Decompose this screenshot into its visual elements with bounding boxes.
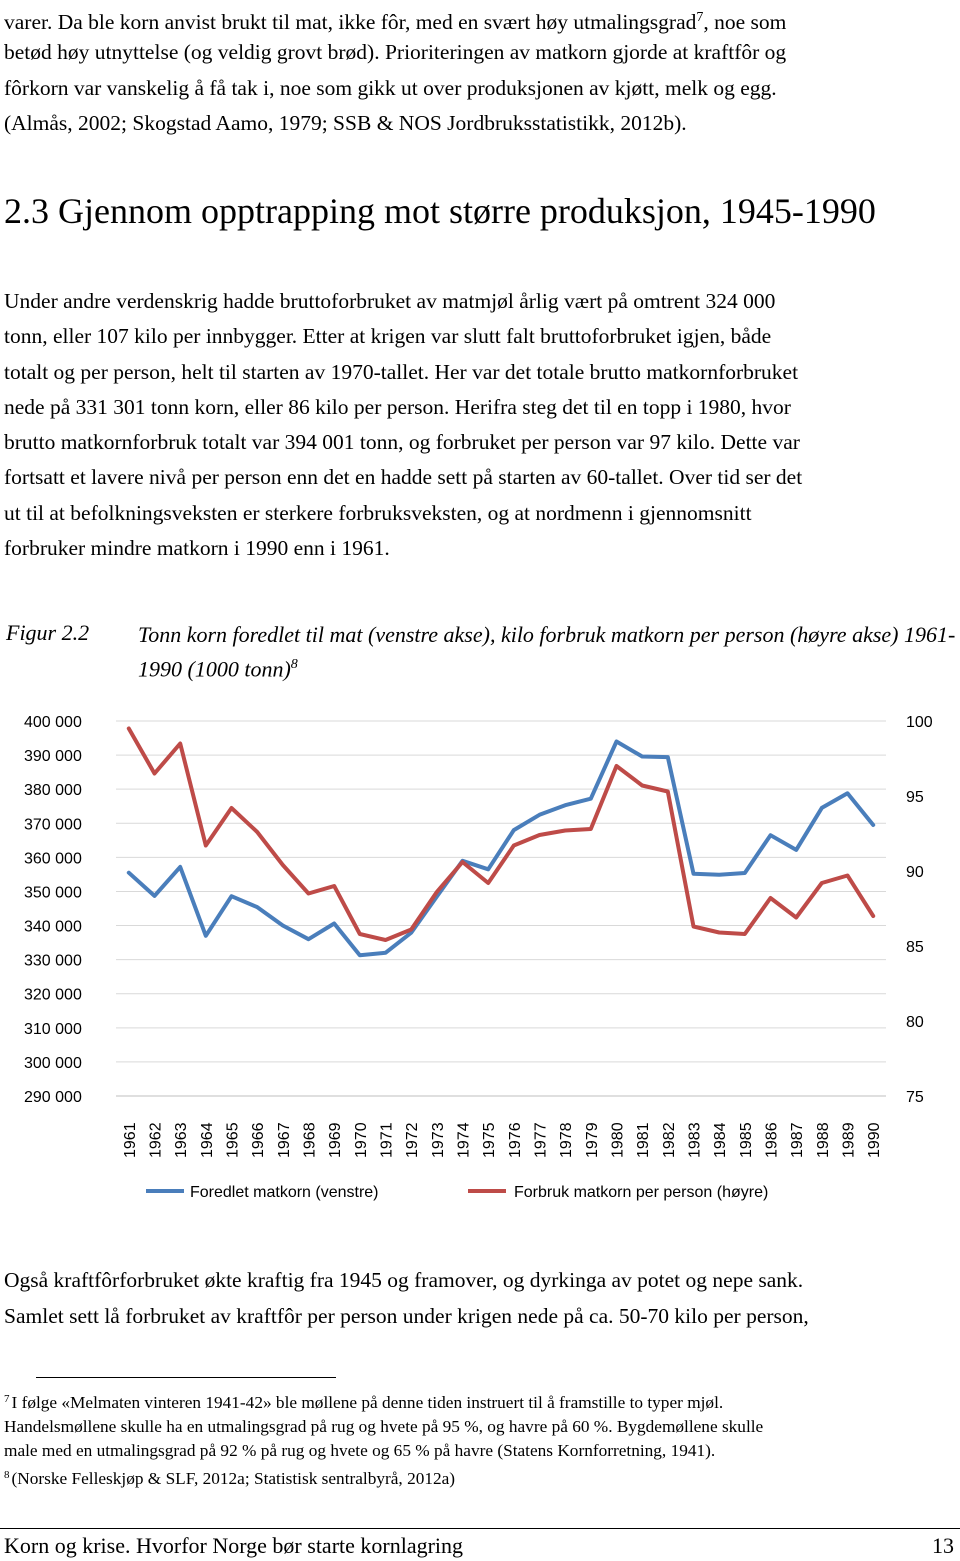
x-axis-tick-label: 1989 [840, 1122, 858, 1158]
left-axis-tick-labels [24, 714, 82, 1106]
x-axis-tick-label: 1963 [173, 1122, 191, 1158]
left-axis-tick-label: 390 000 [24, 748, 82, 766]
left-axis-tick-label: 300 000 [24, 1054, 82, 1072]
right-axis-tick-label: 80 [906, 1014, 924, 1031]
x-axis-tick-label: 1962 [147, 1122, 165, 1158]
figure-label: Figur 2.2 [6, 620, 90, 645]
x-axis-tick-label: 1985 [737, 1122, 755, 1158]
footnote-ref-8[interactable]: 8 [290, 657, 298, 672]
x-axis-tick-label: 1969 [327, 1122, 345, 1158]
x-axis-tick-label: 1977 [532, 1122, 550, 1158]
x-axis-tick-label: 1975 [481, 1122, 499, 1158]
right-axis-tick-label: 95 [906, 789, 924, 806]
x-axis-tick-label: 1981 [635, 1122, 653, 1158]
footnote-7-line-2: Handelsmøllene skulle ha en utmalingsgrad på rug og hvete på 95 %, og havre på 60 %. Bygdemøllene skulle [4, 1417, 764, 1436]
body-line: ut til at befolkningsveksten er sterkere forbruksveksten, og at nordmenn i gjennomsnitt [4, 500, 752, 525]
x-axis-tick-label: 1988 [814, 1122, 832, 1158]
right-axis-tick-labels [906, 714, 933, 1106]
top-paragraph [4, 0, 954, 141]
x-axis-tick-labels [122, 1122, 883, 1158]
footnote-7-line-3: male med en utmalingsgrad på 92 % på rug og hvete og 65 % på havre (Statens Kornforretning, 1941). [4, 1441, 716, 1460]
footnotes [4, 1387, 954, 1491]
x-axis-tick-label: 1979 [583, 1122, 601, 1158]
series-line-total [129, 742, 873, 956]
x-axis-tick-label: 1971 [378, 1122, 396, 1158]
x-axis-tick-label: 1976 [506, 1122, 524, 1158]
x-axis-tick-label: 1970 [352, 1122, 370, 1158]
left-axis-tick-label: 320 000 [24, 986, 82, 1004]
figure-caption [138, 620, 958, 684]
right-axis-tick-label: 100 [906, 714, 933, 731]
left-axis-tick-label: 330 000 [24, 952, 82, 970]
top-paragraph-line-3: fôrkorn var vanskelig å få tak i, noe som gikk ut over produksjonen av kjøtt, melk og egg. [4, 75, 777, 100]
body-line: Under andre verdenskrig hadde bruttoforbruket av matmjøl årlig vært på omtrent 324 000 [4, 289, 776, 313]
x-axis-tick-label: 1980 [609, 1122, 627, 1158]
left-axis-tick-label: 380 000 [24, 782, 82, 800]
footnote-8-text: (Norske Felleskjøp & SLF, 2012a; Statistisk sentralbyrå, 2012a) [11, 1469, 456, 1488]
top-paragraph-line-4: (Almås, 2002; Skogstad Aamo, 1979; SSB & NOS Jordbruksstatistikk, 2012b). [4, 110, 687, 135]
body-line: totalt og per person, helt til starten av 1970-tallet. Her var det totale brutto matkornforbruket [4, 359, 799, 384]
x-axis-tick-label: 1972 [404, 1122, 422, 1158]
top-line1-text: varer. Da ble korn anvist brukt til mat, ikke fôr, med en svært høy utmalingsgrad [4, 10, 697, 35]
footnote-7-line-1 [4, 1387, 954, 1415]
x-axis-tick-label: 1986 [763, 1122, 781, 1158]
x-axis-tick-label: 1982 [660, 1122, 678, 1158]
page-number: 13 [932, 1533, 954, 1558]
top-paragraph-line-1 [4, 0, 954, 35]
x-axis-tick-label: 1987 [789, 1122, 807, 1158]
x-axis-tick-label: 1974 [455, 1122, 473, 1158]
after-paragraph-line-2: Samlet sett lå forbruket av kraftfôr per person under krigen nede på ca. 50-70 kilo per person, [4, 1304, 809, 1328]
x-axis-tick-label: 1990 [866, 1122, 884, 1158]
series-line-per-person [129, 729, 873, 941]
x-axis-tick-label: 1968 [301, 1122, 319, 1158]
left-axis-tick-label: 350 000 [24, 884, 82, 902]
line-chart [0, 700, 960, 1240]
legend-label: Forbruk matkorn per person (høyre) [514, 1184, 769, 1201]
footnote-8-line-1 [4, 1463, 954, 1491]
section-heading: 2.3 Gjennom opptrapping mot større produksjon, 1945-1990 [4, 191, 876, 231]
top-paragraph-line-2: betød høy utnyttelse (og veldig grovt brød). Prioriteringen av matkorn gjorde at kraftfôr og [4, 40, 787, 65]
x-axis-tick-label: 1966 [250, 1122, 268, 1158]
left-axis-tick-label: 310 000 [24, 1020, 82, 1038]
footer-title: Korn og krise. Hvorfor Norge bør starte kornlagring [4, 1533, 464, 1558]
footnote-7-text: I følge «Melmaten vinteren 1941-42» ble møllene på denne tiden instruert til å framstille to typer mjøl. [11, 1393, 724, 1412]
x-axis-tick-label: 1978 [558, 1122, 576, 1158]
body-line: tonn, eller 107 kilo per innbygger. Etter at krigen var slutt falt bruttoforbruket igjen, både [4, 324, 772, 349]
body-line: forbruker mindre matkorn i 1990 enn i 1961. [4, 536, 390, 561]
left-axis-tick-label: 340 000 [24, 918, 82, 936]
left-axis-tick-label: 400 000 [24, 714, 82, 731]
right-axis-tick-label: 90 [906, 864, 924, 881]
x-axis-tick-label: 1983 [686, 1122, 704, 1158]
chart-legend [146, 1184, 768, 1201]
legend-label: Foredlet matkorn (venstre) [190, 1184, 379, 1201]
footnote-ref-7[interactable]: 7 [696, 10, 704, 25]
after-paragraph-line-1: Også kraftfôrforbruket økte kraftig fra 1945 og framover, og dyrkinga av potet og nepe sank. [4, 1268, 804, 1292]
body-line: nede på 331 301 tonn korn, eller 86 kilo per person. Herifra steg det til en topp i 1980, hvor [4, 394, 791, 419]
after-paragraph [4, 1263, 954, 1335]
right-axis-tick-label: 75 [906, 1089, 924, 1106]
body-line: brutto matkornforbruk totalt var 394 001 tonn, og forbruket per person var 97 kilo. Dette var [4, 430, 800, 455]
footnote-8-mark: 8 [4, 1469, 10, 1481]
chart-series [129, 729, 873, 956]
footnote-separator [36, 1377, 336, 1378]
x-axis-tick-label: 1967 [275, 1122, 293, 1158]
left-axis-tick-label: 290 000 [24, 1089, 82, 1106]
left-axis-tick-label: 370 000 [24, 816, 82, 834]
body-paragraph [4, 284, 954, 566]
figure-caption-text: Tonn korn foredlet til mat (venstre akse), kilo forbruk matkorn per person (høyre akse) 1961-1990 (1000 tonn) [138, 622, 956, 682]
left-axis-tick-label: 360 000 [24, 850, 82, 868]
x-axis-tick-label: 1961 [121, 1122, 139, 1158]
x-axis-tick-label: 1973 [429, 1122, 447, 1158]
x-axis-tick-label: 1964 [198, 1122, 216, 1158]
body-line: fortsatt et lavere nivå per person enn det en hadde sett på starten av 60-tallet. Over tid ser det [4, 465, 803, 490]
footnote-7-mark: 7 [4, 1393, 10, 1405]
chart-gridlines [116, 721, 886, 1096]
footer-separator [0, 1528, 960, 1529]
top-line1-tail: , noe som [703, 10, 787, 35]
right-axis-tick-label: 85 [906, 939, 924, 956]
x-axis-tick-label: 1965 [224, 1122, 242, 1158]
x-axis-tick-label: 1984 [712, 1122, 730, 1158]
